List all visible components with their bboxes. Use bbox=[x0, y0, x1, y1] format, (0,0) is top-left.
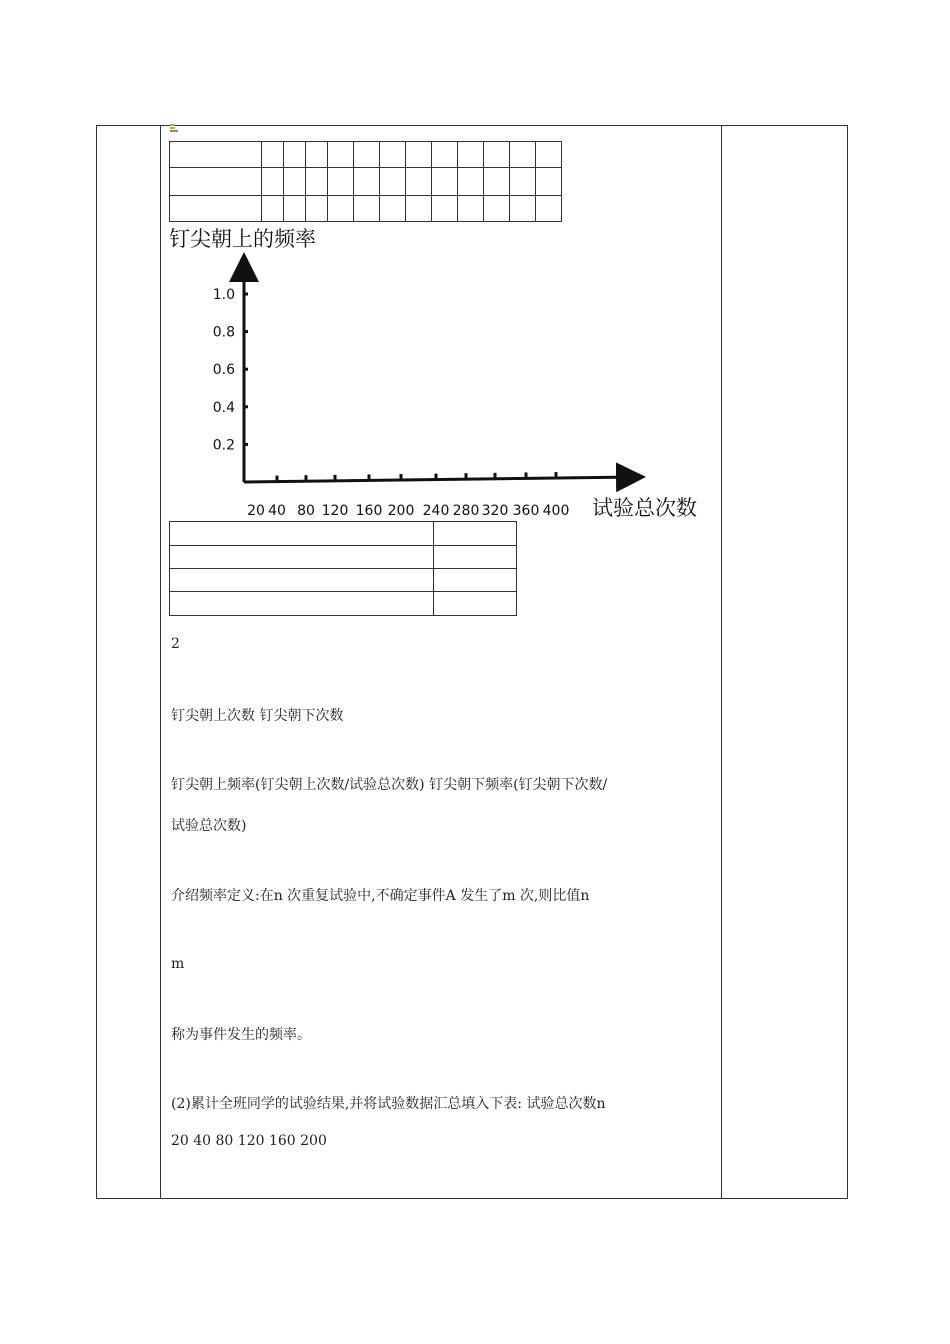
table-cell[interactable] bbox=[380, 196, 406, 222]
table-cell[interactable] bbox=[458, 142, 484, 168]
table-cell[interactable] bbox=[170, 168, 262, 196]
x-tick-label: 320 bbox=[481, 503, 509, 519]
table-cell[interactable] bbox=[510, 168, 536, 196]
table-cell[interactable] bbox=[170, 142, 262, 168]
experiment-table-middle bbox=[169, 521, 517, 616]
table-cell[interactable] bbox=[306, 168, 328, 196]
y-tick-label: 0.6 bbox=[212, 362, 235, 379]
y-tick-label: 0.2 bbox=[212, 437, 235, 454]
table-row bbox=[170, 546, 517, 569]
table-cell[interactable] bbox=[536, 196, 562, 222]
table-cell[interactable] bbox=[306, 196, 328, 222]
text-line-headers: 钉尖朝上次数 钉尖朝下次数 bbox=[171, 708, 344, 724]
experiment-table-top bbox=[169, 141, 562, 222]
table-cell[interactable] bbox=[406, 142, 432, 168]
x-tick-label: 200 bbox=[387, 503, 415, 519]
table-row bbox=[170, 569, 517, 592]
table-cell[interactable] bbox=[432, 168, 458, 196]
x-tick-label: 80 bbox=[297, 503, 315, 519]
table-cell[interactable] bbox=[484, 168, 510, 196]
x-tick-label: 20 bbox=[247, 503, 265, 519]
table-cell[interactable] bbox=[406, 168, 432, 196]
table-cell[interactable] bbox=[170, 546, 434, 569]
anchor-mark-icon bbox=[170, 124, 178, 133]
table-row bbox=[170, 142, 562, 168]
table-cell[interactable] bbox=[536, 168, 562, 196]
table-cell[interactable] bbox=[262, 196, 284, 222]
column-divider-right bbox=[721, 125, 722, 1199]
table-cell[interactable] bbox=[380, 168, 406, 196]
x-tick-label: 360 bbox=[512, 503, 540, 519]
table-cell[interactable] bbox=[284, 196, 306, 222]
y-tick-label: 0.8 bbox=[212, 324, 235, 341]
table-row bbox=[170, 196, 562, 222]
x-tick-label: 40 bbox=[268, 503, 286, 519]
table-cell[interactable] bbox=[170, 592, 434, 616]
table-cell[interactable] bbox=[434, 569, 517, 592]
table-row bbox=[170, 168, 562, 196]
table-cell[interactable] bbox=[380, 142, 406, 168]
table-cell[interactable] bbox=[510, 196, 536, 222]
table-cell[interactable] bbox=[484, 196, 510, 222]
table-cell[interactable] bbox=[328, 168, 354, 196]
table-cell[interactable] bbox=[510, 142, 536, 168]
table-cell[interactable] bbox=[354, 196, 380, 222]
table-row bbox=[170, 522, 517, 546]
table-cell[interactable] bbox=[328, 196, 354, 222]
table-cell[interactable] bbox=[170, 196, 262, 222]
text-line-trial-counts: 20 40 80 120 160 200 bbox=[171, 1133, 327, 1149]
y-tick-label: 0.4 bbox=[212, 399, 235, 416]
table-cell[interactable] bbox=[328, 142, 354, 168]
text-line-number: 2 bbox=[171, 636, 180, 652]
text-line-frequency-cont: 试验总次数) bbox=[171, 818, 247, 834]
frequency-chart bbox=[160, 220, 720, 525]
table-cell[interactable] bbox=[354, 142, 380, 168]
text-line-definition-end: 称为事件发生的频率。 bbox=[171, 1027, 311, 1043]
table-cell[interactable] bbox=[536, 142, 562, 168]
text-line-definition: 介绍频率定义:在n 次重复试验中,不确定事件A 发生了m 次,则比值n bbox=[171, 888, 590, 904]
table-cell[interactable] bbox=[262, 168, 284, 196]
table-cell[interactable] bbox=[170, 522, 434, 546]
table-cell[interactable] bbox=[306, 142, 328, 168]
table-cell[interactable] bbox=[354, 168, 380, 196]
x-tick-label: 120 bbox=[321, 503, 349, 519]
table-cell[interactable] bbox=[406, 196, 432, 222]
table-cell[interactable] bbox=[434, 592, 517, 616]
x-tick-label: 160 bbox=[355, 503, 383, 519]
table-cell[interactable] bbox=[458, 168, 484, 196]
table-cell[interactable] bbox=[434, 546, 517, 569]
table-cell[interactable] bbox=[484, 142, 510, 168]
table-cell[interactable] bbox=[432, 196, 458, 222]
table-cell[interactable] bbox=[284, 168, 306, 196]
table-row bbox=[170, 592, 517, 616]
x-tick-label: 400 bbox=[542, 503, 570, 519]
text-line-frequency: 钉尖朝上频率(钉尖朝上次数/试验总次数) 钉尖朝下频率(钉尖朝下次数/ bbox=[171, 777, 608, 793]
table-cell[interactable] bbox=[262, 142, 284, 168]
text-line-task: (2)累计全班同学的试验结果,并将试验数据汇总填入下表: 试验总次数n bbox=[171, 1096, 606, 1112]
x-tick-label: 280 bbox=[452, 503, 480, 519]
table-cell[interactable] bbox=[284, 142, 306, 168]
table-cell[interactable] bbox=[170, 569, 434, 592]
x-tick-label: 240 bbox=[422, 503, 450, 519]
chart-title: 钉尖朝上的频率 bbox=[169, 227, 316, 251]
table-cell[interactable] bbox=[458, 196, 484, 222]
x-axis bbox=[244, 477, 640, 482]
y-tick-label: 1.0 bbox=[212, 287, 235, 303]
table-cell[interactable] bbox=[434, 522, 517, 546]
x-axis-label: 试验总次数 bbox=[592, 496, 697, 520]
table-cell[interactable] bbox=[432, 142, 458, 168]
text-line-m: m bbox=[171, 956, 185, 972]
